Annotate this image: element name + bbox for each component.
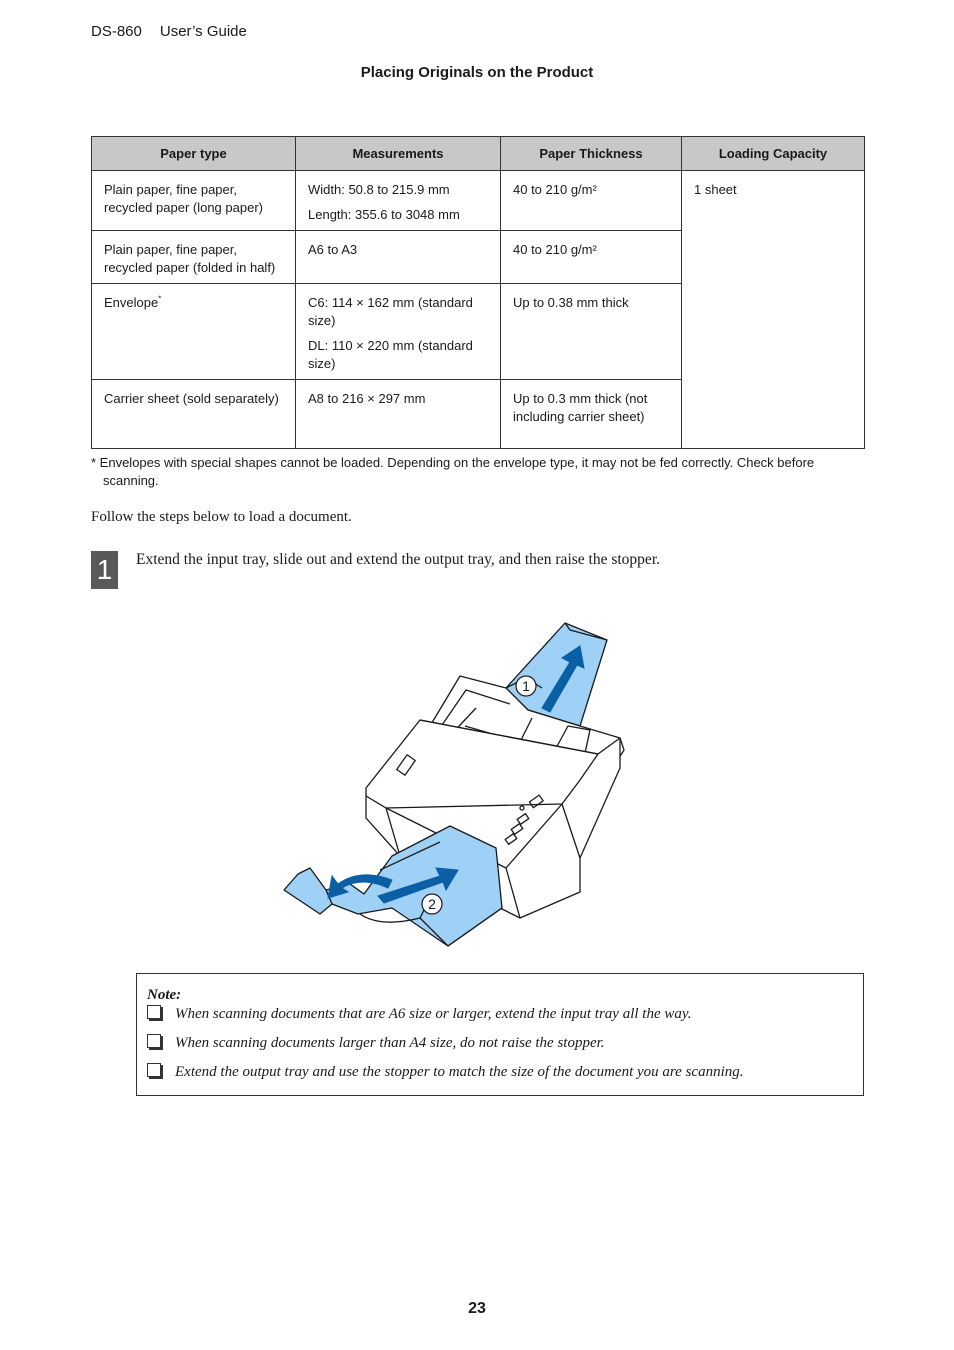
cell-measurements	[296, 284, 501, 380]
table-row	[92, 171, 865, 231]
header-guide: User’s Guide	[159, 23, 247, 40]
section-title: Placing Originals on the Product	[360, 64, 594, 81]
checkbox-bullet-icon	[147, 1005, 161, 1019]
cell-paper-type: Plain paper, fine paper, recycled paper (long paper)	[92, 171, 296, 231]
table-header-row	[92, 137, 865, 171]
scanner-drawing	[280, 618, 630, 950]
col-header-paper-type: Paper type	[92, 137, 296, 171]
measurement-line: Length: 355.6 to 3048 mm	[308, 207, 460, 222]
note-title: Note:	[147, 987, 182, 1003]
checkbox-bullet-icon	[147, 1063, 161, 1077]
col-header-capacity: Loading Capacity	[682, 137, 865, 171]
cell-thickness: Up to 0.3 mm thick (not including carrier sheet)	[501, 380, 682, 449]
step-number-badge: 1	[91, 551, 118, 589]
note-item	[147, 1063, 847, 1081]
col-header-thickness: Paper Thickness	[501, 137, 682, 171]
measurement-line: C6: 114 × 162 mm (standard size)	[308, 295, 473, 328]
footnote-marker: *	[158, 294, 162, 304]
measurement-line: Width: 50.8 to 215.9 mm	[308, 182, 450, 197]
callout-2: 2	[428, 896, 436, 912]
paper-spec-table	[91, 136, 865, 449]
intro-text: Follow the steps below to load a document.	[91, 509, 352, 525]
table-footnote: * Envelopes with special shapes cannot be loaded. Depending on the envelope type, it may not be fed correctly. Check before scanning.	[91, 455, 815, 488]
scanner-illustration	[280, 618, 630, 950]
checkbox-bullet-icon	[147, 1034, 161, 1048]
note-item-text: When scanning documents larger than A4 size, do not raise the stopper.	[175, 1035, 605, 1051]
note-item	[147, 1034, 847, 1052]
cell-measurements	[296, 231, 501, 284]
col-header-measurements: Measurements	[296, 137, 501, 171]
callout-1: 1	[522, 678, 530, 694]
envelope-label: Envelope	[104, 295, 159, 310]
note-item	[147, 1005, 847, 1023]
header-model: DS-860	[91, 23, 142, 40]
cell-capacity: 1 sheet	[682, 171, 865, 449]
cell-measurements	[296, 171, 501, 231]
cell-paper-type: Carrier sheet (sold separately)	[92, 380, 296, 449]
cell-measurements	[296, 380, 501, 449]
cell-thickness: 40 to 210 g/m²	[501, 171, 682, 231]
running-header	[91, 23, 265, 40]
cell-thickness: Up to 0.38 mm thick	[501, 284, 682, 380]
measurement-line: A6 to A3	[308, 242, 358, 257]
step-text: Extend the input tray, slide out and extend the output tray, and then raise the stopper.	[136, 551, 660, 568]
measurement-line: DL: 110 × 220 mm (standard size)	[308, 338, 473, 371]
measurement-line: A8 to 216 × 297 mm	[308, 391, 426, 406]
page-number: 23	[468, 1300, 486, 1317]
cell-thickness: 40 to 210 g/m²	[501, 231, 682, 284]
cell-paper-type	[92, 284, 296, 380]
note-box	[136, 973, 864, 1096]
note-item-text: Extend the output tray and use the stopper to match the size of the document you are scanning.	[175, 1064, 744, 1080]
note-item-text: When scanning documents that are A6 size or larger, extend the input tray all the way.	[175, 1006, 692, 1022]
cell-paper-type: Plain paper, fine paper, recycled paper (folded in half)	[92, 231, 296, 284]
